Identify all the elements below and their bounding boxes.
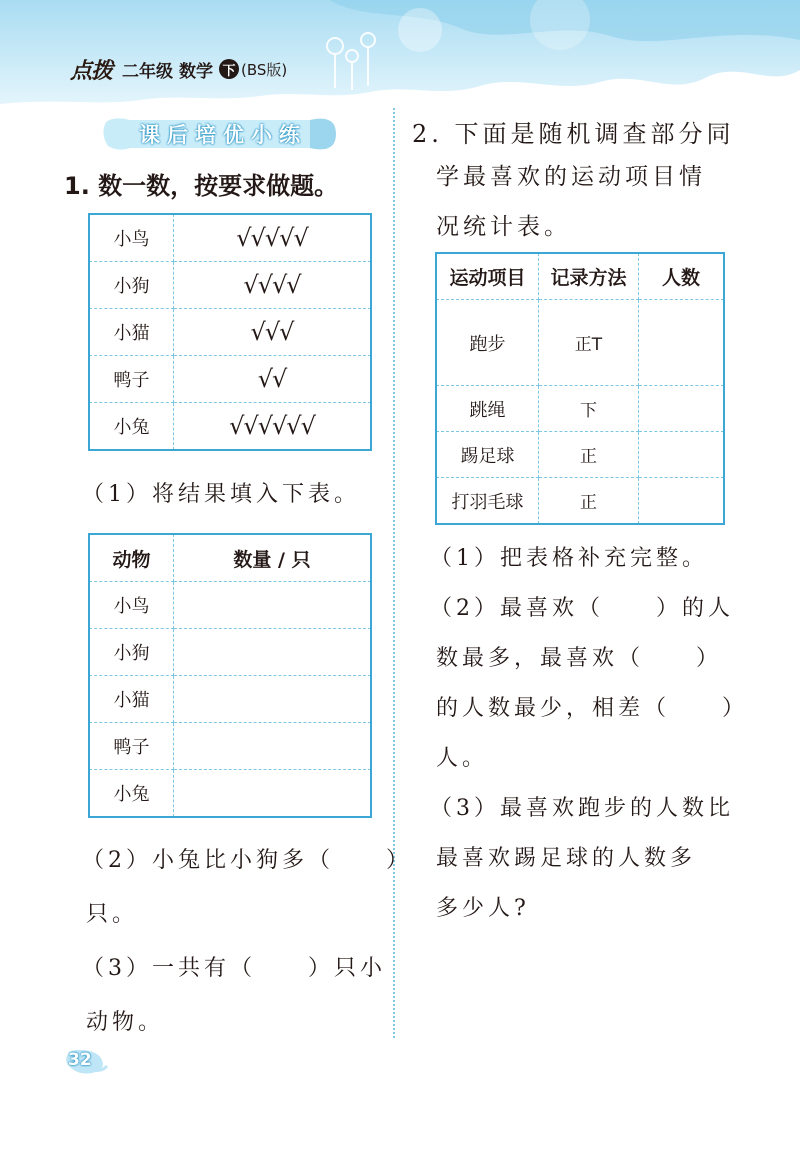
section-banner bbox=[100, 112, 338, 156]
animal-name: 小猫 bbox=[90, 676, 174, 723]
subject-label: 数学 bbox=[179, 61, 214, 82]
animal-name: 小鸟 bbox=[90, 215, 174, 262]
table-header-row bbox=[437, 254, 724, 300]
q2-part-2-line-1: （2）最喜欢（ ）的人 bbox=[430, 596, 734, 621]
table-row bbox=[437, 478, 724, 524]
q2-part-3-line-3: 多少人? bbox=[436, 896, 530, 921]
animal-name: 小狗 bbox=[90, 629, 174, 676]
column-header: 数量 / 只 bbox=[174, 535, 371, 582]
table-row bbox=[90, 215, 371, 262]
edition-label: (BS版) bbox=[241, 60, 288, 79]
table-row bbox=[90, 770, 371, 817]
table-row bbox=[90, 582, 371, 629]
count-cell[interactable] bbox=[639, 386, 724, 432]
question-1-title: 1. 数一数，按要求做题。 bbox=[64, 172, 339, 200]
column-header: 记录方法 bbox=[539, 254, 639, 300]
q2-part-3-line-1: （3）最喜欢跑步的人数比 bbox=[430, 796, 734, 821]
q2-part-2-line-4: 人。 bbox=[436, 746, 489, 771]
question-2-line-2: 学最喜欢的运动项目情 bbox=[436, 164, 706, 190]
table-row bbox=[90, 403, 371, 450]
tally-table bbox=[89, 214, 371, 450]
answer-cell[interactable] bbox=[174, 582, 371, 629]
tick-marks: √√ bbox=[174, 356, 371, 403]
sport-name: 打羽毛球 bbox=[437, 478, 539, 524]
grade-label: 二年级 bbox=[122, 61, 174, 82]
table-row bbox=[437, 300, 724, 386]
brand-logo-text: 点拨 bbox=[70, 57, 113, 84]
animal-name: 小鸟 bbox=[90, 582, 174, 629]
sport-name: 跑步 bbox=[437, 300, 539, 386]
animal-name: 小兔 bbox=[90, 770, 174, 817]
question-2-line-1: 2. 下面是随机调查部分同 bbox=[412, 120, 735, 148]
volume-badge: 下 bbox=[219, 59, 239, 79]
sports-survey-table bbox=[436, 253, 724, 524]
table-row bbox=[90, 629, 371, 676]
q2-part-3-line-2: 最喜欢踢足球的人数多 bbox=[436, 846, 697, 871]
count-cell[interactable] bbox=[639, 478, 724, 524]
answer-cell[interactable] bbox=[174, 723, 371, 770]
count-cell[interactable] bbox=[639, 432, 724, 478]
table-row bbox=[90, 723, 371, 770]
question-2-line-3: 况统计表。 bbox=[436, 214, 571, 240]
count-cell[interactable] bbox=[639, 300, 724, 386]
q1-part-3-line-1: （3）一共有（ ）只小 bbox=[82, 956, 386, 981]
q2-part-2-line-2: 数最多，最喜欢（ ） bbox=[436, 646, 723, 671]
page-header bbox=[0, 0, 800, 112]
sport-name: 踢足球 bbox=[437, 432, 539, 478]
column-header: 人数 bbox=[639, 254, 724, 300]
result-table bbox=[89, 534, 371, 817]
table-row bbox=[90, 262, 371, 309]
q2-part-2-line-3: 的人数最少，相差（ ） bbox=[436, 696, 749, 721]
header-title-row bbox=[70, 54, 287, 84]
animal-name: 鸭子 bbox=[90, 356, 174, 403]
tick-marks: √√√√ bbox=[174, 262, 371, 309]
animal-name: 小猫 bbox=[90, 309, 174, 356]
table-header-row bbox=[90, 535, 371, 582]
tick-marks: √√√√√ bbox=[174, 215, 371, 262]
section-title: 课后培优小练 bbox=[139, 123, 307, 147]
column-header: 运动项目 bbox=[437, 254, 539, 300]
sport-name: 跳绳 bbox=[437, 386, 539, 432]
q2-part-1: （1）把表格补充完整。 bbox=[430, 546, 708, 571]
answer-cell[interactable] bbox=[174, 676, 371, 723]
column-header: 动物 bbox=[90, 535, 174, 582]
tally-mark: 正 bbox=[539, 478, 639, 524]
tally-mark: 正 bbox=[539, 432, 639, 478]
q1-part-3-line-2: 动物。 bbox=[86, 1010, 165, 1035]
tick-marks: √√√ bbox=[174, 309, 371, 356]
tally-mark: 下 bbox=[539, 386, 639, 432]
animal-name: 鸭子 bbox=[90, 723, 174, 770]
table-row bbox=[437, 386, 724, 432]
table-row bbox=[90, 356, 371, 403]
tally-mark: 正T bbox=[539, 300, 639, 386]
table-row bbox=[437, 432, 724, 478]
answer-cell[interactable] bbox=[174, 770, 371, 817]
tick-marks: √√√√√√ bbox=[174, 403, 371, 450]
answer-cell[interactable] bbox=[174, 629, 371, 676]
page-number: 32 bbox=[68, 1050, 92, 1070]
table-row bbox=[90, 309, 371, 356]
animal-name: 小狗 bbox=[90, 262, 174, 309]
table-row bbox=[90, 676, 371, 723]
q1-part-2-line-1: （2）小兔比小狗多（ ） bbox=[82, 848, 412, 873]
page-number-badge bbox=[62, 1046, 108, 1076]
q1-part-1: （1）将结果填入下表。 bbox=[82, 482, 360, 507]
column-divider bbox=[393, 108, 395, 1038]
q1-part-2-line-2: 只。 bbox=[86, 902, 139, 927]
animal-name: 小兔 bbox=[90, 403, 174, 450]
